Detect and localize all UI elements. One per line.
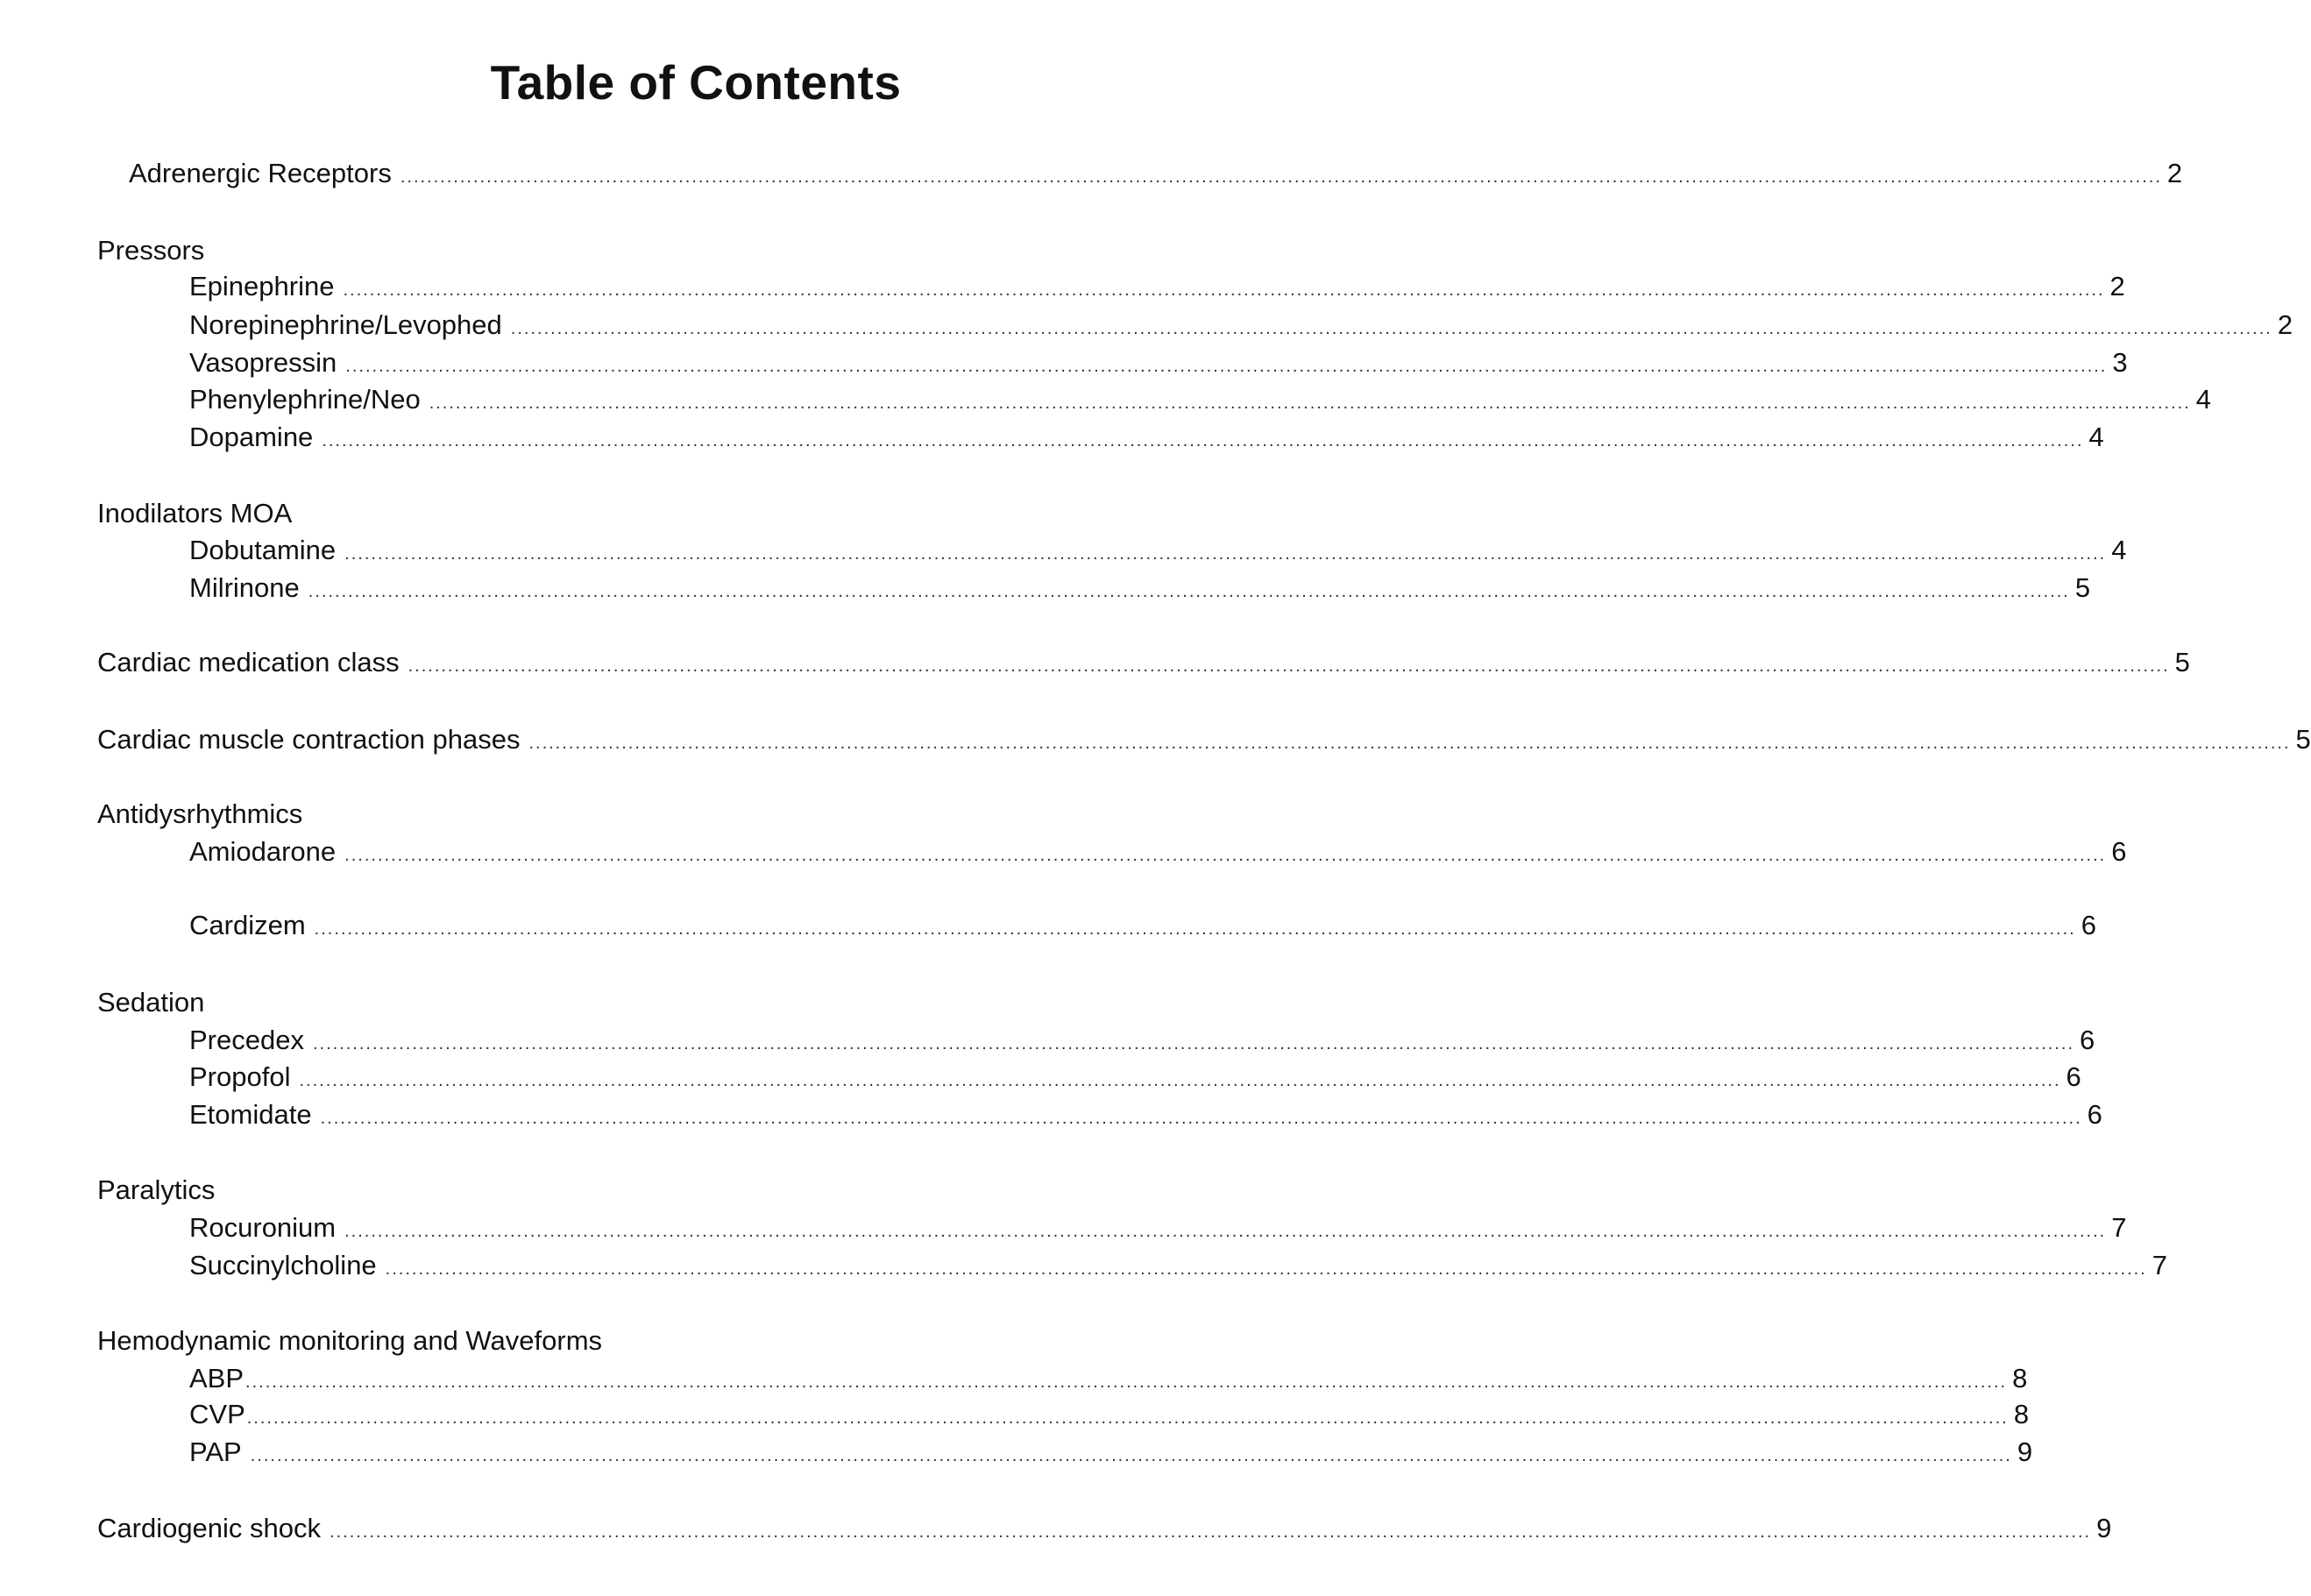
toc-leader-dots: ..........................................................................................................................................................................................................................................................................	[312, 1034, 2075, 1053]
toc-section-antidysrhythmics[interactable]: Antidysrhythmics	[97, 798, 303, 829]
toc-leader-dots: ..........................................................................................................................................................................................................................................................................	[385, 1259, 2147, 1279]
toc-section-hemodynamic[interactable]: Hemodynamic monitoring and Waveforms	[97, 1325, 603, 1356]
toc-section-inodilators[interactable]: Inodilators MOA	[97, 498, 293, 528]
toc-page-number: 6	[2066, 1061, 2081, 1092]
toc-entry-label: Amiodarone	[189, 836, 337, 867]
toc-page-number: 8	[2013, 1399, 2030, 1429]
toc-entry-phenylephrine[interactable]	[189, 382, 2212, 421]
toc-entry-label: ABP	[189, 1363, 245, 1394]
toc-entry-propofol[interactable]	[189, 1060, 2081, 1098]
toc-entry-label: Cardizem	[189, 910, 306, 940]
toc-leader-dots: ..........................................................................................................................................................................................................................................................................	[314, 919, 2076, 939]
toc-page-number: 3	[2112, 347, 2128, 378]
toc-leader-dots: ..........................................................................................................................................................................................................................................................................	[344, 544, 2107, 564]
toc-entry-epinephrine[interactable]	[189, 269, 2125, 308]
toc-entry-label: Dobutamine	[189, 535, 337, 565]
toc-entry-etomidate[interactable]	[189, 1097, 2102, 1136]
toc-entry-label: Precedex	[189, 1025, 304, 1055]
toc-page-number: 8	[2012, 1363, 2028, 1394]
toc-leader-dots: ..........................................................................................................................................................................................................................................................................	[408, 656, 2170, 676]
toc-page-number: 6	[2087, 1099, 2102, 1130]
toc-page-number: 4	[2088, 422, 2104, 452]
toc-entry-label: PAP	[189, 1436, 242, 1467]
toc-leader-dots: ..........................................................................................................................................................................................................................................................................	[429, 394, 2191, 413]
toc-entry-label: Milrinone	[189, 572, 300, 603]
toc-entry-label: Dopamine	[189, 422, 314, 452]
toc-page-number: 9	[2096, 1513, 2112, 1543]
toc-page-number: 6	[2080, 1025, 2095, 1055]
toc-entry-dopamine[interactable]	[189, 420, 2104, 458]
toc-page-number: 9	[2017, 1436, 2033, 1467]
toc-leader-dots: ..........................................................................................................................................................................................................................................................................	[308, 582, 2070, 601]
toc-entry-norepinephrine[interactable]	[189, 308, 2293, 346]
toc-entry-amiodarone[interactable]	[189, 834, 2127, 873]
toc-leader-dots: ..........................................................................................................................................................................................................................................................................	[322, 431, 2084, 450]
toc-section-pressors[interactable]: Pressors	[97, 235, 205, 266]
toc-entry-label: Vasopressin	[189, 347, 337, 378]
toc-entry-cvp[interactable]	[189, 1397, 2030, 1436]
toc-entry-label: Phenylephrine/Neo	[189, 384, 421, 415]
toc-leader-dots: ..........................................................................................................................................................................................................................................................................	[400, 167, 2162, 187]
toc-leader-dots: ..........................................................................................................................................................................................................................................................................	[330, 1522, 2092, 1542]
toc-entry-label: Epinephrine	[189, 271, 335, 301]
toc-leader-dots: ..........................................................................................................................................................................................................................................................................	[510, 319, 2272, 338]
toc-leader-dots: ..........................................................................................................................................................................................................................................................................	[343, 280, 2105, 300]
toc-entry-cardizem[interactable]	[189, 908, 2096, 947]
toc-page-number: 4	[2111, 535, 2127, 565]
toc-entry-succinylcholine[interactable]	[189, 1248, 2167, 1287]
toc-leader-dots: ..........................................................................................................................................................................................................................................................................	[245, 1373, 2008, 1392]
toc-entry-label: Cardiogenic shock	[97, 1513, 322, 1543]
page-title: Table of Contents	[490, 55, 902, 110]
toc-page-number: 2	[2277, 309, 2293, 340]
toc-entry-label: Succinylcholine	[189, 1250, 377, 1280]
toc-entry-rocuronium[interactable]	[189, 1210, 2127, 1249]
toc-leader-dots: ..........................................................................................................................................................................................................................................................................	[344, 846, 2107, 865]
toc-page-number: 5	[2295, 724, 2311, 755]
toc-page-number: 6	[2081, 910, 2096, 940]
toc-leader-dots: ..........................................................................................................................................................................................................................................................................	[345, 357, 2108, 376]
toc-leader-dots: ..........................................................................................................................................................................................................................................................................	[299, 1071, 2061, 1090]
toc-page-number: 2	[2166, 158, 2183, 188]
toc-section-paralytics[interactable]: Paralytics	[97, 1174, 216, 1205]
toc-page-number: 5	[2074, 572, 2091, 603]
toc-entry-label: Adrenergic Receptors	[129, 158, 392, 188]
toc-leader-dots: ..........................................................................................................................................................................................................................................................................	[250, 1446, 2012, 1465]
toc-entry-cardiac-medication-class[interactable]	[97, 645, 2190, 684]
toc-entry-cardiogenic-shock[interactable]	[97, 1511, 2112, 1550]
toc-entry-label: Rocuronium	[189, 1212, 337, 1243]
toc-entry-label: Cardiac muscle contraction phases	[97, 724, 521, 755]
toc-leader-dots: ..........................................................................................................................................................................................................................................................................	[344, 1222, 2107, 1241]
toc-entry-label: Norepinephrine/Levophed	[189, 309, 502, 340]
toc-entry-label: CVP	[189, 1399, 245, 1429]
toc-page-number: 7	[2151, 1250, 2167, 1280]
toc-entry-pap[interactable]	[189, 1435, 2033, 1473]
toc-leader-dots: ..........................................................................................................................................................................................................................................................................	[246, 1408, 2009, 1428]
toc-entry-milrinone[interactable]	[189, 571, 2091, 609]
toc-entry-abp[interactable]	[189, 1361, 2028, 1400]
toc-entry-cardiac-muscle-contraction[interactable]	[97, 722, 2311, 761]
toc-entry-vasopressin[interactable]	[189, 345, 2128, 384]
toc-entry-precedex[interactable]	[189, 1023, 2095, 1061]
toc-entry-adrenergic-receptors[interactable]	[129, 156, 2183, 195]
toc-entry-dobutamine[interactable]	[189, 533, 2127, 571]
toc-page-number: 5	[2174, 647, 2190, 677]
toc-page-number: 6	[2111, 836, 2127, 867]
toc-page-number: 7	[2111, 1212, 2127, 1243]
toc-leader-dots: ..........................................................................................................................................................................................................................................................................	[528, 734, 2291, 753]
toc-leader-dots: ..........................................................................................................................................................................................................................................................................	[320, 1109, 2082, 1128]
toc-page-number: 2	[2109, 271, 2125, 301]
toc-page-number: 4	[2195, 384, 2212, 415]
toc-section-sedation[interactable]: Sedation	[97, 987, 205, 1018]
toc-entry-label: Propofol	[189, 1061, 291, 1092]
toc-entry-label: Cardiac medication class	[97, 647, 400, 677]
toc-entry-label: Etomidate	[189, 1099, 312, 1130]
